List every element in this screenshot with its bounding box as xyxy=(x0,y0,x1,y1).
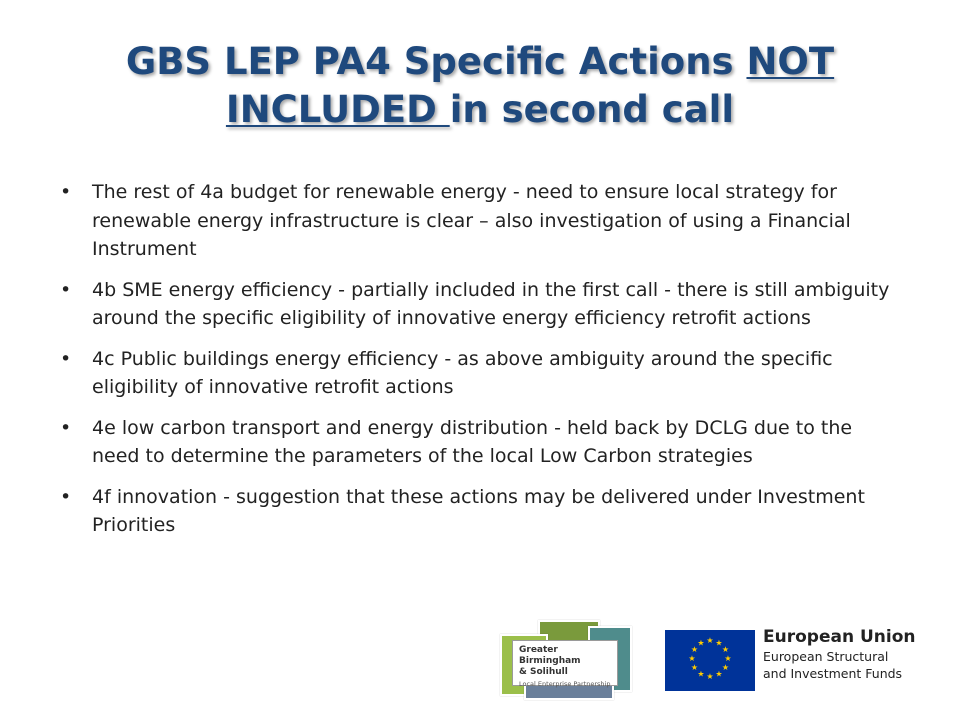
bullet-text: 4c Public buildings energy efficiency - as above ambiguity around the specific eligibility of innovative retrofit actions xyxy=(92,347,833,398)
bullet-item-4a xyxy=(60,178,900,264)
logo-strip xyxy=(500,614,940,704)
bullet-list xyxy=(60,178,900,552)
bullet-item-4f xyxy=(60,483,900,540)
bullet-dot-icon: • xyxy=(60,278,72,301)
svg-text:★: ★ xyxy=(690,645,699,654)
svg-text:★: ★ xyxy=(690,663,699,672)
bullet-item-4e xyxy=(60,414,900,471)
svg-text:★: ★ xyxy=(721,645,730,654)
eu-logo-line2: and Investment Funds xyxy=(763,666,903,681)
bullet-text: The rest of 4a budget for renewable energy - need to ensure local strategy for renewable energy infrastructure is clear – also investigation of using a Financial Instrument xyxy=(92,181,851,260)
gbs-lep-logo xyxy=(500,620,635,696)
bullet-text: 4b SME energy efficiency - partially included in the first call - there is still ambiguity around the specific eligibility of innovative energy efficiency retrofit actions xyxy=(92,278,890,329)
bullet-dot-icon: • xyxy=(60,416,72,439)
svg-text:★: ★ xyxy=(688,654,696,663)
eu-logo-title: European Union xyxy=(763,627,916,647)
svg-text:★: ★ xyxy=(715,638,723,648)
gbs-logo-textbox xyxy=(512,640,618,686)
svg-text:★: ★ xyxy=(724,654,732,663)
title-text-end: in second call xyxy=(449,88,735,132)
bullet-text: 4e low carbon transport and energy distribution - held back by DCLG due to the need to determine the parameters of the local Low Carbon strategies xyxy=(92,416,853,467)
eu-funds-logo xyxy=(665,626,940,698)
eu-flag-stars-icon xyxy=(665,630,755,691)
bullet-text: 4f innovation - suggestion that these actions may be delivered under Investment Priorities xyxy=(92,485,865,536)
gbs-logo-subtitle: Local Enterprise Partnership xyxy=(519,680,611,688)
bullet-item-4c xyxy=(60,345,900,402)
eu-flag-icon xyxy=(665,630,755,691)
svg-text:★: ★ xyxy=(697,669,705,679)
eu-logo-text xyxy=(763,626,940,682)
svg-text:★: ★ xyxy=(715,669,723,679)
bullet-dot-icon: • xyxy=(60,485,72,508)
title-text-underlined: NOT INCLUDED xyxy=(225,40,835,132)
svg-text:★: ★ xyxy=(706,672,714,681)
svg-text:★: ★ xyxy=(706,636,714,645)
eu-logo-line1: European Structural xyxy=(763,649,889,664)
svg-text:★: ★ xyxy=(697,638,705,648)
title-text-start: GBS LEP PA4 Specific Actions xyxy=(125,40,747,83)
gbs-logo-name: Greater Birmingham & Solihull xyxy=(519,645,581,677)
slide-title xyxy=(60,38,900,134)
svg-text:★: ★ xyxy=(721,663,730,672)
bullet-item-4b xyxy=(60,276,900,333)
bullet-dot-icon: • xyxy=(60,181,72,203)
bullet-dot-icon: • xyxy=(60,347,72,370)
